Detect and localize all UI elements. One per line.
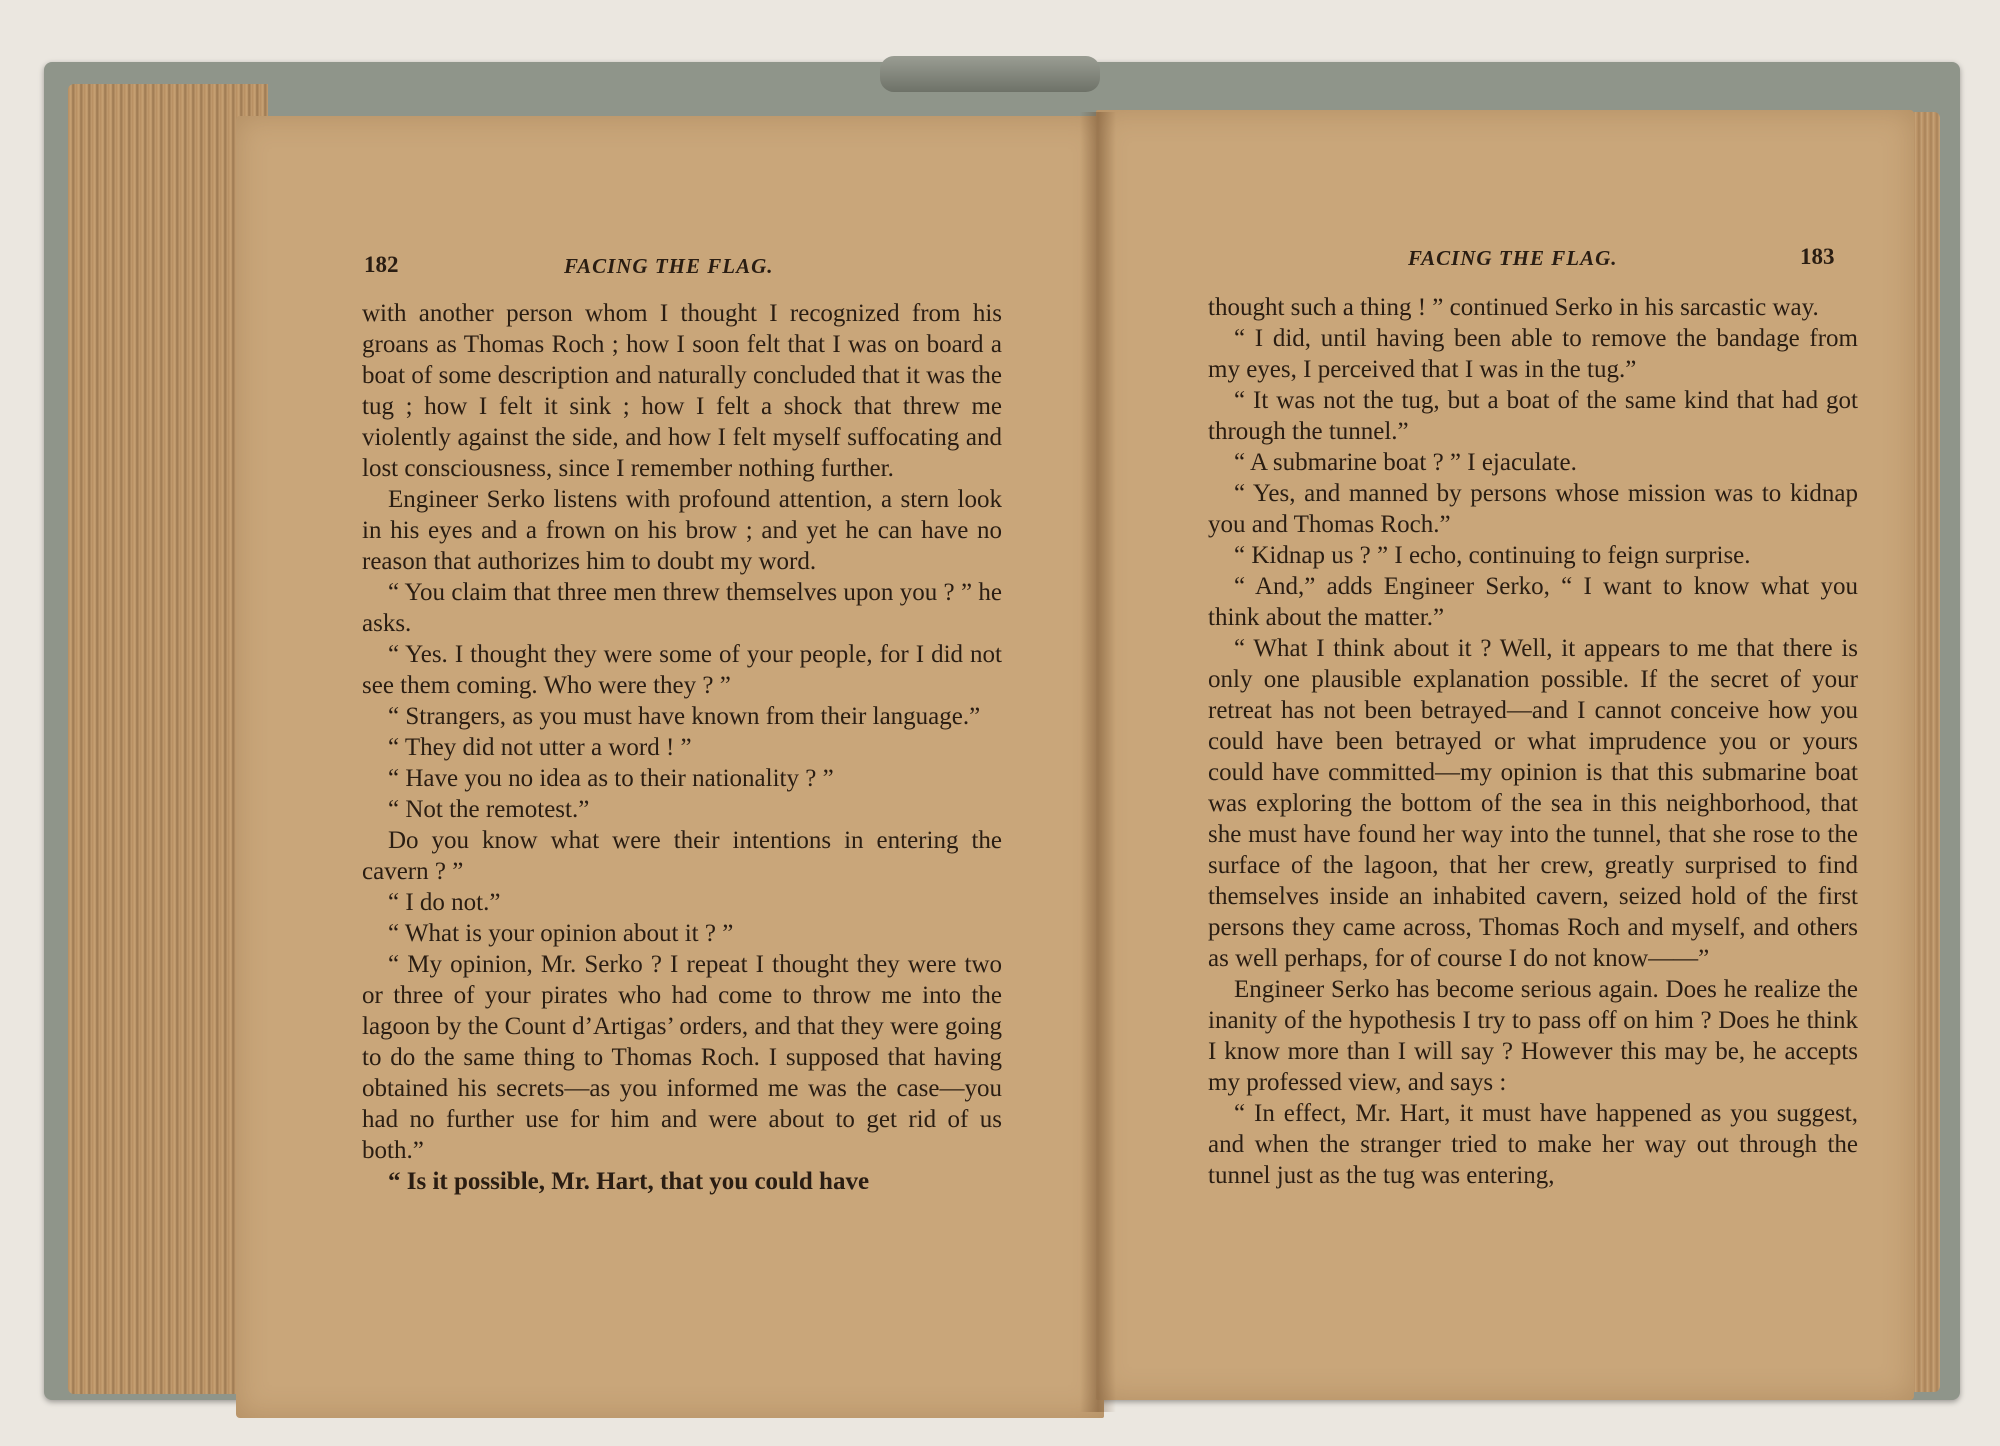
left-page — [236, 116, 1104, 1418]
paragraph: Do you know what were their intentions in entering the cavern ? ” — [362, 827, 1002, 885]
paragraph: Engineer Serko listens with profound attention, a stern look in his eyes and a frown on his brow ; and yet he can have no reason that authorizes him to doubt my word. — [362, 486, 1002, 575]
running-title-text: FACING THE FLAG. — [564, 254, 774, 278]
paragraph: “ You claim that three men threw themselves upon you ? ” he asks. — [362, 579, 1002, 637]
paragraph: “ Is it possible, Mr. Hart, that you could have — [388, 1168, 870, 1195]
paragraph: “ Strangers, as you must have known from their language.” — [388, 703, 981, 730]
paragraph: “ What I think about it ? Well, it appears to me that there is only one plausible explanation possible. If the secret of your retreat has not been betrayed—and I cannot conceive how you could have been betrayed or what imprudence you or yours could have committed—my opinion is that this submarine boat was exploring the bottom of the sea in this neighborhood, that she must have found her way into the tunnel, that she rose to the surface of the lagoon, that her crew, greatly surprised to find themselves inside an inhabited cavern, seized hold of the first persons they came across, Thomas Roch and myself, and others as well perhaps, for of course I do not know——” — [1208, 635, 1858, 972]
right-page-text — [1208, 292, 1858, 1191]
paragraph: “ Yes, and manned by persons whose mission was to kidnap you and Thomas Roch.” — [1208, 480, 1858, 538]
paragraph: “ Not the remotest.” — [388, 796, 590, 823]
paragraph: thought such a thing ! ” continued Serko in his sarcastic way. — [1208, 294, 1819, 321]
paragraph: “ They did not utter a word ! ” — [388, 734, 692, 761]
page-number-left: 182 — [364, 252, 399, 277]
paragraph: “ I do not.” — [388, 889, 501, 916]
running-title-left — [564, 254, 774, 279]
paragraph: “ A submarine boat ? ” I ejaculate. — [1234, 449, 1577, 476]
page-number-right: 183 — [1800, 244, 1835, 269]
book-spine — [880, 56, 1100, 92]
paragraph: “ It was not the tug, but a boat of the same kind that had got through the tunnel.” — [1208, 387, 1858, 445]
paragraph: “ Kidnap us ? ” I echo, continuing to feign surprise. — [1234, 542, 1751, 569]
paragraph: with another person whom I thought I recognized from his groans as Thomas Roch ; how I soon felt that I was on board a boat of some description and naturally concluded that it was the tug ; how I felt it sink ; how I felt a shock that threw me violently against the side, and how I felt myself suffocating and lost consciousness, since I remember nothing further. — [362, 300, 1002, 482]
paragraph: “ Yes. I thought they were some of your people, for I did not see them coming. Who were they ? ” — [362, 641, 1002, 699]
book-gutter — [1080, 112, 1116, 1412]
left-page-text — [362, 298, 1002, 1197]
right-page — [1096, 110, 1914, 1400]
paragraph: “ Have you no idea as to their nationality ? ” — [388, 765, 834, 792]
paragraph: “ In effect, Mr. Hart, it must have happened as you suggest, and when the stranger tried to make her way out through the tunnel just as the tug was entering, — [1208, 1100, 1858, 1189]
paragraph: “ I did, until having been able to remove the bandage from my eyes, I perceived that I was in the tug.” — [1208, 325, 1858, 383]
running-title-right — [1408, 246, 1618, 271]
running-title-text: FACING THE FLAG. — [1408, 246, 1618, 270]
paragraph: “ And,” adds Engineer Serko, “ I want to know what you think about the matter.” — [1208, 573, 1858, 631]
paragraph: “ My opinion, Mr. Serko ? I repeat I thought they were two or three of your pirates who had come to throw me into the lagoon by the Count d’Artigas’ orders, and that they were going to do the same thing to Thomas Roch. I supposed that having obtained his secrets—as you informed me was the case—you had no further use for him and were about to get rid of us both.” — [362, 951, 1002, 1164]
paragraph: Engineer Serko has become serious again. Does he realize the inanity of the hypothesis I try to pass off on him ? Does he think I know more than I will say ? However this may be, he accepts my professed view, and says : — [1208, 976, 1858, 1096]
paragraph: “ What is your opinion about it ? ” — [388, 920, 734, 947]
